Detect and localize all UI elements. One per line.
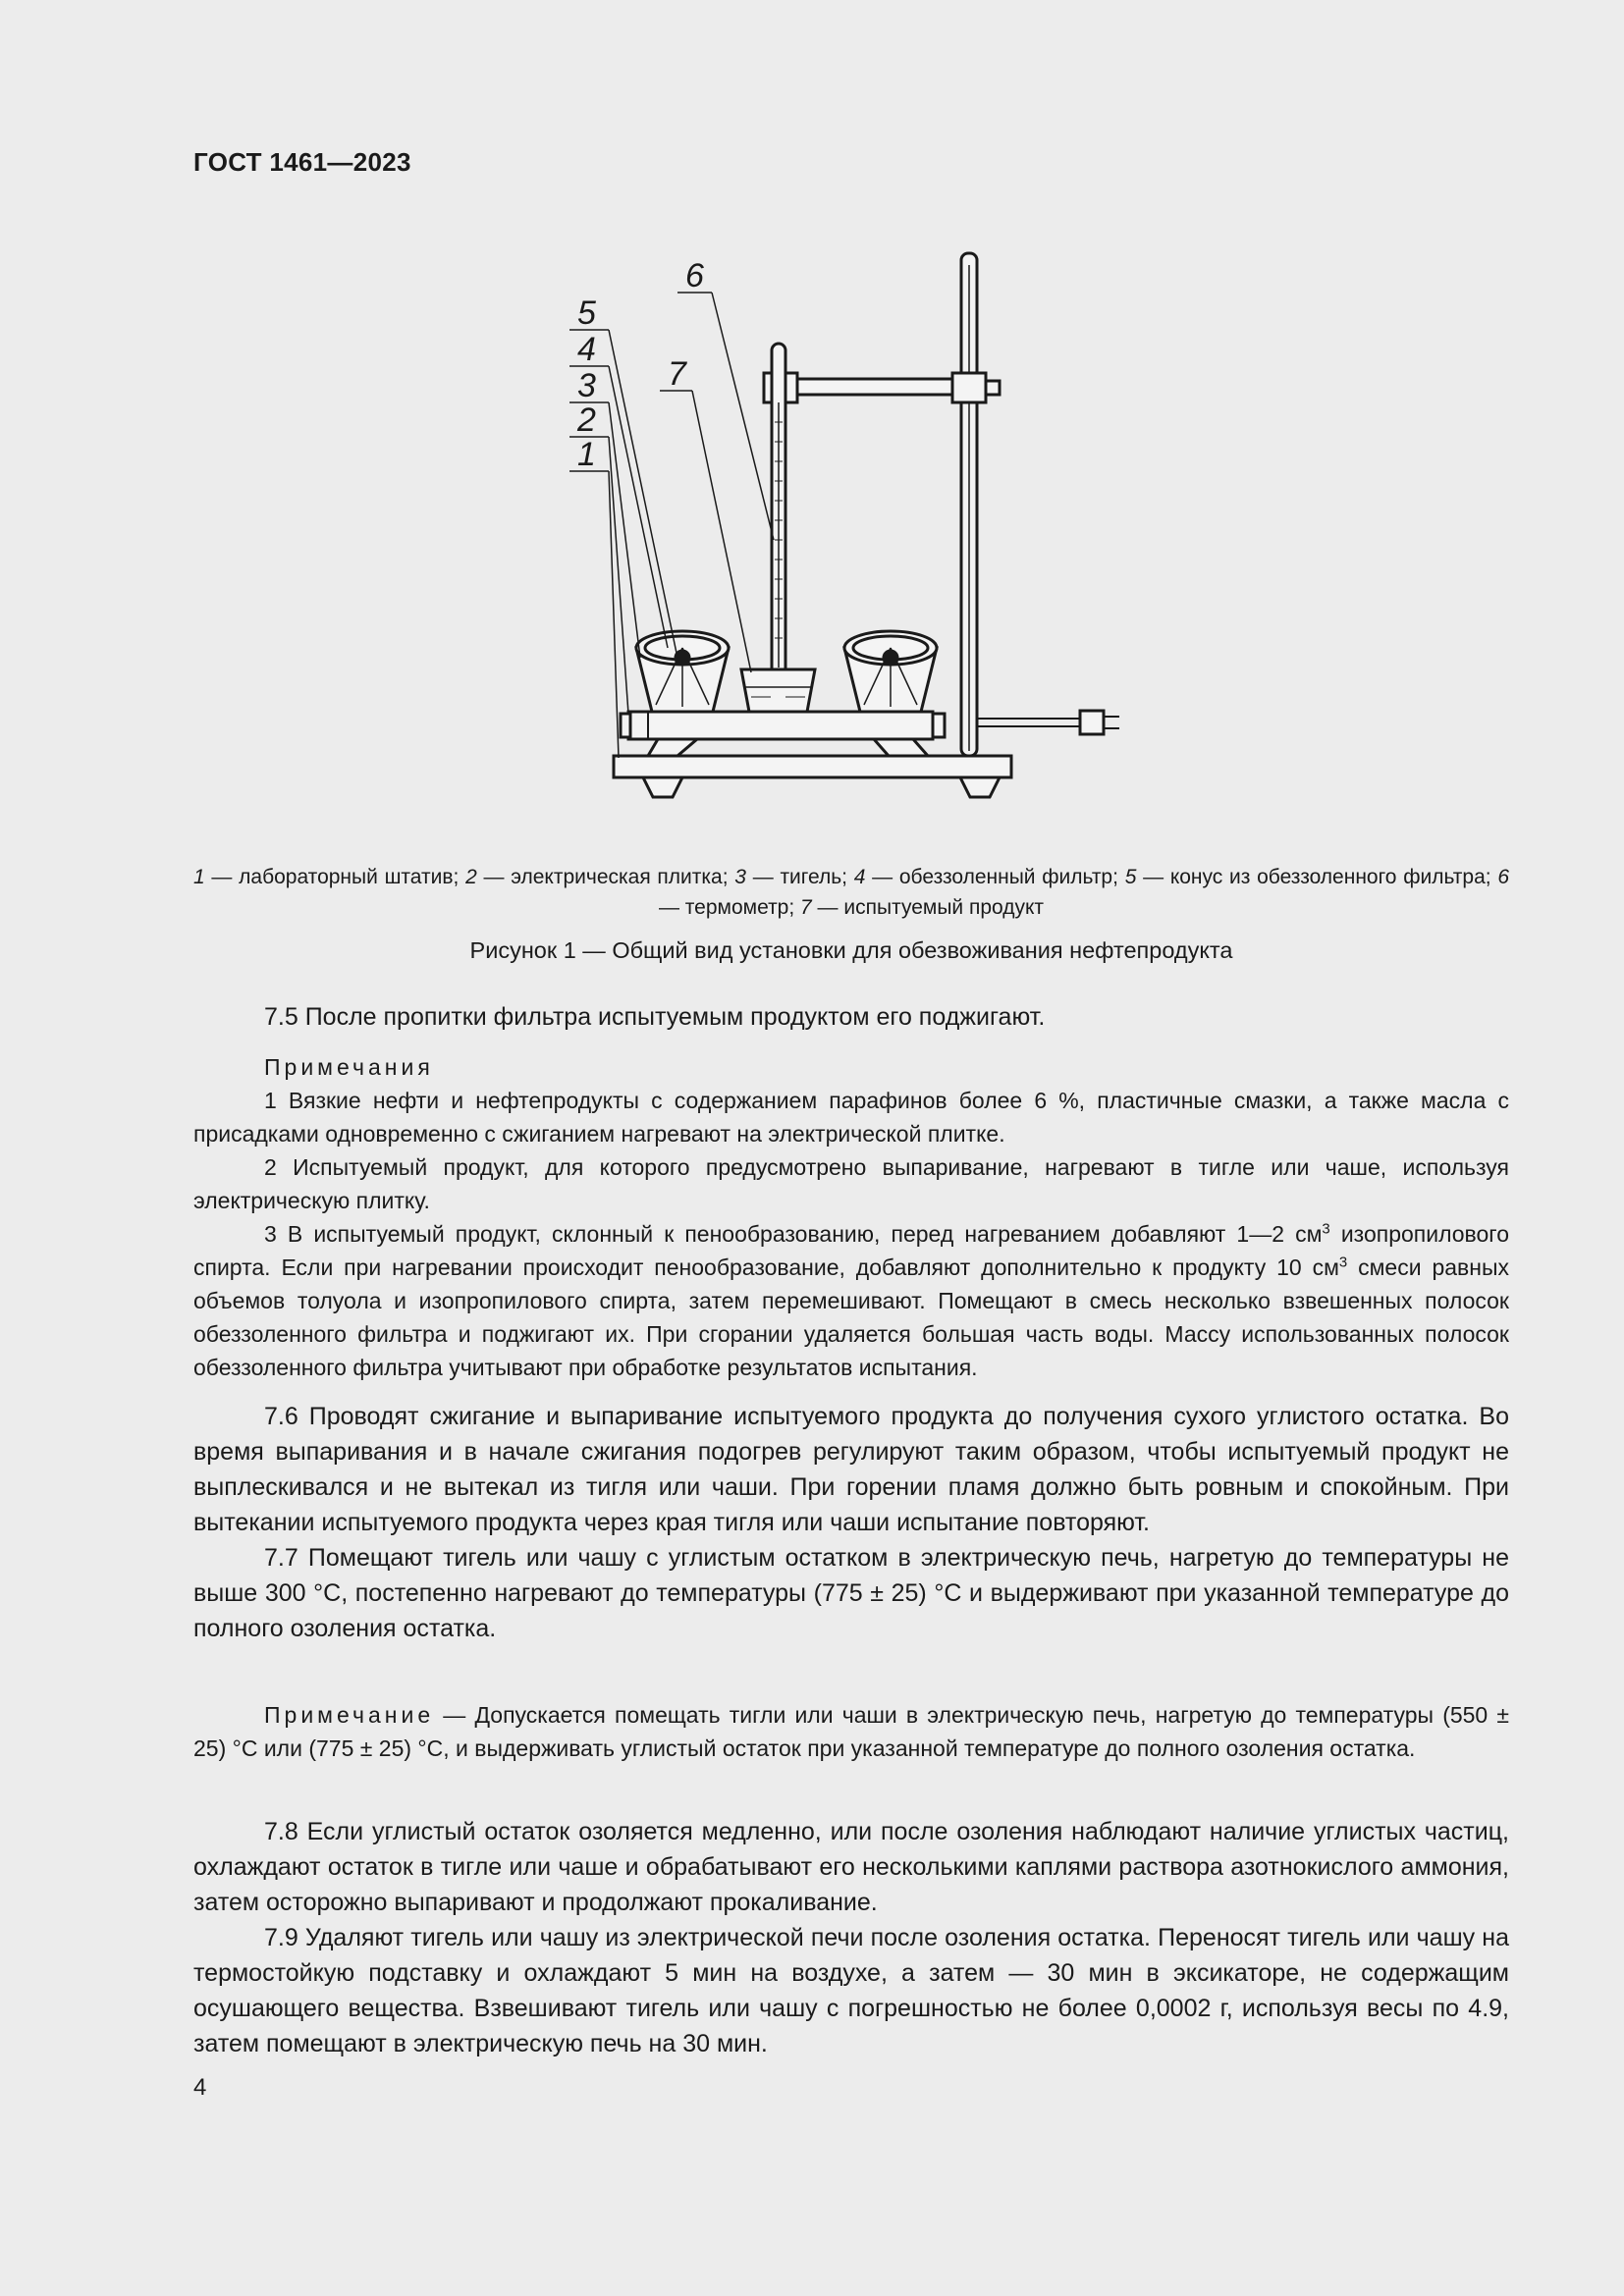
note-3-sup-2: 3 <box>1338 1254 1348 1271</box>
standard-header: ГОСТ 1461—2023 <box>193 147 411 177</box>
figure-1 <box>550 236 1159 825</box>
note-3-part-b: изопропилового спирта. Если при нагревании происходит пенообразование, добавляют дополнительно к продукту 10 см <box>193 1221 1509 1280</box>
label-1: 1 <box>577 436 596 473</box>
legend-text: — обеззоленный фильтр; <box>865 866 1125 888</box>
paragraph-7-9: 7.9 Удаляют тигель или чашу из электрической печи после озоления остатка. Переносят тигель или чашу на термостойкую подставку и охлаждают 5 мин на воздухе, а затем — 30 мин в эксикаторе, не содержащим осушающего вещества. Взвешивают тигель или чашу с погрешностью не более 0,0002 г, используя весы по 4.9, затем помещают в электрическую печь на 30 мин. <box>193 1924 1509 2057</box>
legend-num: 5 <box>1124 866 1137 888</box>
notes-block <box>193 1050 1509 1384</box>
figure-caption: Рисунок 1 — Общий вид установки для обезвоживания нефтепродукта <box>469 937 1233 963</box>
legend-num: 1 <box>193 866 205 888</box>
paragraph-7-8: 7.8 Если углистый остаток озоляется медленно, или после озоления наблюдают наличие углистых частиц, охлаждают остаток в тигле или чаше и обрабатывают его несколькими каплями раствора азотнокислого аммония, затем осторожно выпаривают и продолжают прокаливание. <box>193 1818 1509 1916</box>
notes-heading: Примечания <box>264 1054 434 1080</box>
label-5: 5 <box>577 294 596 332</box>
legend-num: 7 <box>800 896 812 919</box>
legend-text: — электрическая плитка; <box>476 866 735 888</box>
legend-num: 3 <box>734 866 746 888</box>
paragraph-7-6: 7.6 Проводят сжигание и выпаривание испытуемого продукта до получения сухого углистого остатка. Во время выпаривания и в начале сжигания подогрев регулируют таким образом, чтобы испытуемый продукт не выплескивался и не вытекал из тигля или чаши. При горении пламя должно быть ровным и спокойным. При вытекании испытуемого продукта через края тигля или чаши испытание повторяют. <box>193 1403 1509 1536</box>
sections-7-8-7-9 <box>193 1814 1509 2061</box>
label-7: 7 <box>668 355 686 393</box>
label-4: 4 <box>577 331 596 368</box>
label-2: 2 <box>577 401 596 439</box>
legend-text: — испытуемый продукт <box>811 896 1045 919</box>
legend-text: — термометр; <box>658 896 801 919</box>
label-6: 6 <box>685 257 704 294</box>
legend-text: — конус из обеззоленного фильтра; <box>1136 866 1498 888</box>
note-7-7-paragraph <box>193 1698 1509 1765</box>
paragraph-7-7: 7.7 Помещают тигель или чашу с углистым остатком в электрическую печь, нагретую до температуры не выше 300 °С, постепенно нагревают до температуры (775 ± 25) °С и выдерживают при указанной температуре до полного озоления остатка. <box>193 1544 1509 1642</box>
legend-num: 6 <box>1497 866 1510 888</box>
legend-text: — тигель; <box>745 866 854 888</box>
legend-text: — лабораторный штатив; <box>204 866 466 888</box>
note-label: Примечание <box>264 1702 435 1728</box>
legend-num: 4 <box>853 866 866 888</box>
figure-legend <box>193 862 1509 923</box>
note-7-7 <box>193 1698 1509 1765</box>
note-1: 1 Вязкие нефти и нефтепродукты с содержанием парафинов более 6 %, пластичные смазки, а также масла с присадками одновременно с сжиганием нагревают на электрической плитке. <box>193 1088 1509 1147</box>
legend-num: 2 <box>465 866 477 888</box>
sections-7-6-7-7 <box>193 1399 1509 1646</box>
apparatus-drawing <box>550 236 1159 825</box>
note-2: 2 Испытуемый продукт, для которого предусмотрено выпаривание, нагревают в тигле или чаше, используя электрическую плитку. <box>193 1154 1509 1213</box>
section-7-5 <box>193 999 1509 1035</box>
page-number: 4 <box>193 2074 207 2101</box>
note-body: — Допускается помещать тигли или чаши в электрическую печь, нагретую до температуры (550 ± 25) °С или (775 ± 25) °С, и выдерживать углистый остаток при указанной температуре до полного озоления остатка. <box>193 1702 1509 1761</box>
note-3-sup-1: 3 <box>1322 1220 1330 1238</box>
note-3 <box>193 1217 1509 1384</box>
label-3: 3 <box>577 367 596 404</box>
note-3-part-c: смеси равных объемов толуола и изопропилового спирта, затем перемешивают. Помещают в смесь несколько взвешенных полосок обеззоленного фильтра и поджигают их. При сгорании удаляется большая часть воды. Массу использованных полосок обеззоленного фильтра учитывают при обработке результатов испытания. <box>193 1255 1509 1380</box>
paragraph-7-5: 7.5 После пропитки фильтра испытуемым продуктом его поджигают. <box>264 1003 1046 1031</box>
note-3-part-a: 3 В испытуемый продукт, склонный к пенообразованию, перед нагреванием добавляют 1—2 см <box>264 1221 1323 1247</box>
